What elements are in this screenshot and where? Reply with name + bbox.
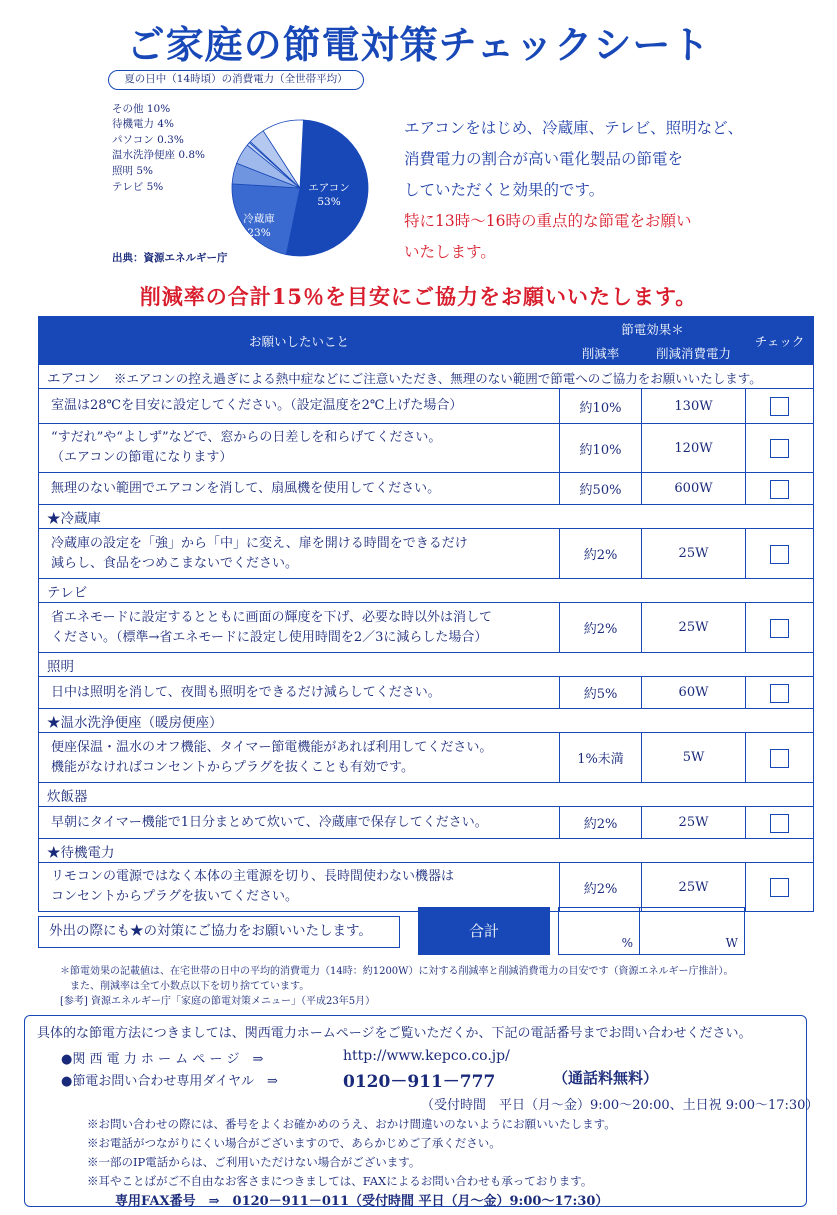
check-box[interactable] [770,878,789,897]
item-description: 機能がなければコンセントからプラグを抜くことも有効です。 [51,759,414,775]
item-rate: 約5% [560,677,642,709]
intro-line-highlight: いたします。 [404,243,496,261]
homepage-link[interactable]: http://www.kepco.co.jp/ [343,1048,510,1064]
pie-label-fridge-name: 冷蔵庫 [243,213,275,225]
item-description: 便座保温・温水のオフ機能、タイマー節電機能があれば利用してください。 [51,739,493,755]
item-rate: 約2% [560,807,642,839]
pie-caption: 夏の日中（14時頃）の消費電力（全世帯平均） [108,70,364,90]
category-row [39,365,814,389]
table-row [39,389,814,424]
total-watt-field[interactable] [639,907,745,955]
pie-label-standby: 待機電力 4% [112,118,174,130]
category-fridge: ★冷蔵庫 [39,505,814,529]
check-box[interactable] [770,439,789,458]
category-row [39,839,814,863]
header-check: チェック [746,317,814,365]
category-toilet: ★温水洗浄便座（暖房便座） [39,709,814,733]
item-power: 60W [642,677,746,709]
outside-note: 外出の際にも★の対策にご協力をお願いいたします。 [38,916,400,948]
check-box[interactable] [770,480,789,499]
category-row [39,783,814,807]
item-rate: 約2% [560,863,642,912]
item-rate: 約2% [560,603,642,653]
item-description: （エアコンの節電になります） [51,450,233,465]
total-label: 合計 [418,907,550,955]
item-description: 冷蔵庫の設定を「強」から「中」に変え、扉を開ける時間をできるだけ [51,535,468,551]
total-percent-field[interactable] [558,907,640,955]
category-rice-cooker: 炊飯器 [39,783,814,807]
table-row [39,529,814,579]
check-box[interactable] [770,619,789,638]
item-power: 130W [642,389,746,424]
pie-label-pc: パソコン 0.3% [112,134,184,146]
check-box[interactable] [770,749,789,768]
pie-source: 出典：資源エネルギー庁 [112,252,228,264]
category-row [39,579,814,603]
intro-line: 消費電力の割合が高い電化製品の節電を [404,150,684,168]
header-power: 削減消費電力 [642,341,746,365]
contact-box [24,1015,819,1209]
item-rate: 約10% [560,389,642,424]
intro-line: していただくと効果的です。 [404,181,605,199]
item-rate: 約50% [560,473,642,505]
page-title: ご家庭の節電対策チェックシート [126,22,711,67]
pie-label-ac-pct: 53% [317,196,341,208]
item-power: 5W [642,733,746,783]
pie-label-lighting: 照明 5% [112,165,153,177]
item-description: 早朝にタイマー機能で1日分まとめて炊いて、冷蔵庫で保存してください。 [39,807,560,839]
checklist-table [38,316,814,912]
homepage-label: ●関 西 電 力 ホ ー ム ペ ー ジ ⇒ [61,1052,264,1067]
check-box[interactable] [770,814,789,833]
total-percent-unit: % [621,936,633,950]
item-description: 日中は照明を消して、夜間も照明をできるだけ減らしてください。 [39,677,560,709]
check-box[interactable] [770,545,789,564]
dial-number: 0120－911－777 [343,1072,496,1092]
item-description: “すだれ”や“よしず”などで、窓からの日差しを和らげてください。 [51,430,442,445]
category-row [39,505,814,529]
item-description: 減らし、食品をつめこまないでください。 [51,555,299,571]
pie-label-other: その他 10% [112,103,171,115]
check-box[interactable] [770,684,789,703]
category-row [39,653,814,677]
pie-label-fridge-pct: 23% [247,227,271,239]
footnote: ＊節電効果の記載値は、在宅世帯の日中の平均的消費電力（14時：約1200W）に対する削減率と削減消費電力の目安です（資源エネルギー庁推計）。 [60,966,734,977]
item-rate: 約2% [560,529,642,579]
pie-label-toilet: 温水洗浄便座 0.8% [112,149,206,161]
table-row [39,473,814,505]
table-row [39,807,814,839]
header-rate: 削減率 [560,341,642,365]
dial-label: ●節電お問い合わせ専用ダイヤル ⇒ [61,1074,278,1089]
pie-label-ac-name: エアコン [308,182,350,194]
category-label: エアコン [47,370,101,387]
dial-hours: （受付時間 平日（月～金）9:00～20:00、土日祝 9:00～17:30） [421,1098,819,1113]
item-description: 室温は28℃を目安に設定してください。（設定温度を2℃上げた場合） [39,389,560,424]
item-description: ください。（標準→省エネモードに設定し使用時間を2／3に減らした場合） [51,629,488,645]
table-row [39,677,814,709]
item-power: 25W [642,529,746,579]
item-rate: 1%未満 [560,733,642,783]
item-power: 25W [642,807,746,839]
category-tv: テレビ [39,579,814,603]
item-rate: 約10% [560,424,642,473]
table-row [39,733,814,783]
contact-note: ※耳やことばがご不自由なお客さまにつきましては、FAXによるお問い合わせも承っております。 [87,1174,593,1188]
category-lighting: 照明 [39,653,814,677]
intro-line-highlight: 特に13時～16時の重点的な節電をお願い [404,212,692,230]
fax-number: 専用FAX番号 ⇒ 0120－911－011（受付時間 平日（月～金）9:00～17:30） [115,1194,609,1209]
item-description: コンセントからプラグを抜いてください。 [51,889,299,904]
item-description: 無理のない範囲でエアコンを消して、扇風機を使用してください。 [39,473,560,505]
total-watt-unit: W [725,936,738,950]
category-note: ※エアコンの控え過ぎによる熱中症などにご注意いただき、無理のない範囲で節電へのご協力をお願いいたします。 [113,370,762,386]
item-power: 120W [642,424,746,473]
contact-note: ※お問い合わせの際には、番号をよくお確かめのうえ、おかけ間違いのないようにお願いいたします。 [87,1117,616,1131]
contact-heading: 具体的な節電方法につきましては、関西電力ホームページをご覧いただくか、下記の電話番号までお問い合わせください。 [37,1026,752,1041]
item-power: 25W [642,603,746,653]
reduction-goal: 削減率の合計15％を目安にご協力をお願いいたします。 [139,284,698,309]
table-row [39,863,814,912]
category-standby: ★待機電力 [39,839,814,863]
header-effect: 節電効果＊ [560,317,746,341]
footnote-reference: [参考] 資源エネルギー庁「家庭の節電対策メニュー」（平成23年5月） [60,996,376,1007]
item-power: 25W [642,863,746,912]
pie-label-tv: テレビ 5% [112,181,164,193]
category-aircon [39,365,814,389]
footnote: また、削減率は全て小数点以下を切り捨てています。 [70,981,310,992]
table-row [39,603,814,653]
intro-text [404,113,764,268]
footnotes [60,964,820,1009]
intro-line: エアコンをはじめ、冷蔵庫、テレビ、照明など、 [404,119,744,137]
dial-free-label: （通話料無料） [553,1069,659,1087]
item-power: 600W [642,473,746,505]
header-request: お願いしたいこと [39,317,560,365]
item-description: リモコンの電源ではなく本体の主電源を切り、長時間使わない機器は [51,869,455,884]
item-description: 省エネモードに設定するとともに画面の輝度を下げ、必要な時以外は消して [51,609,492,625]
check-box[interactable] [770,397,789,416]
contact-note: ※一部のIP電話からは、ご利用いただけない場合がございます。 [87,1155,421,1169]
contact-note: ※お電話がつながりにくい場合がございますので、あらかじめご了承ください。 [87,1136,501,1150]
table-row [39,424,814,473]
category-row [39,709,814,733]
